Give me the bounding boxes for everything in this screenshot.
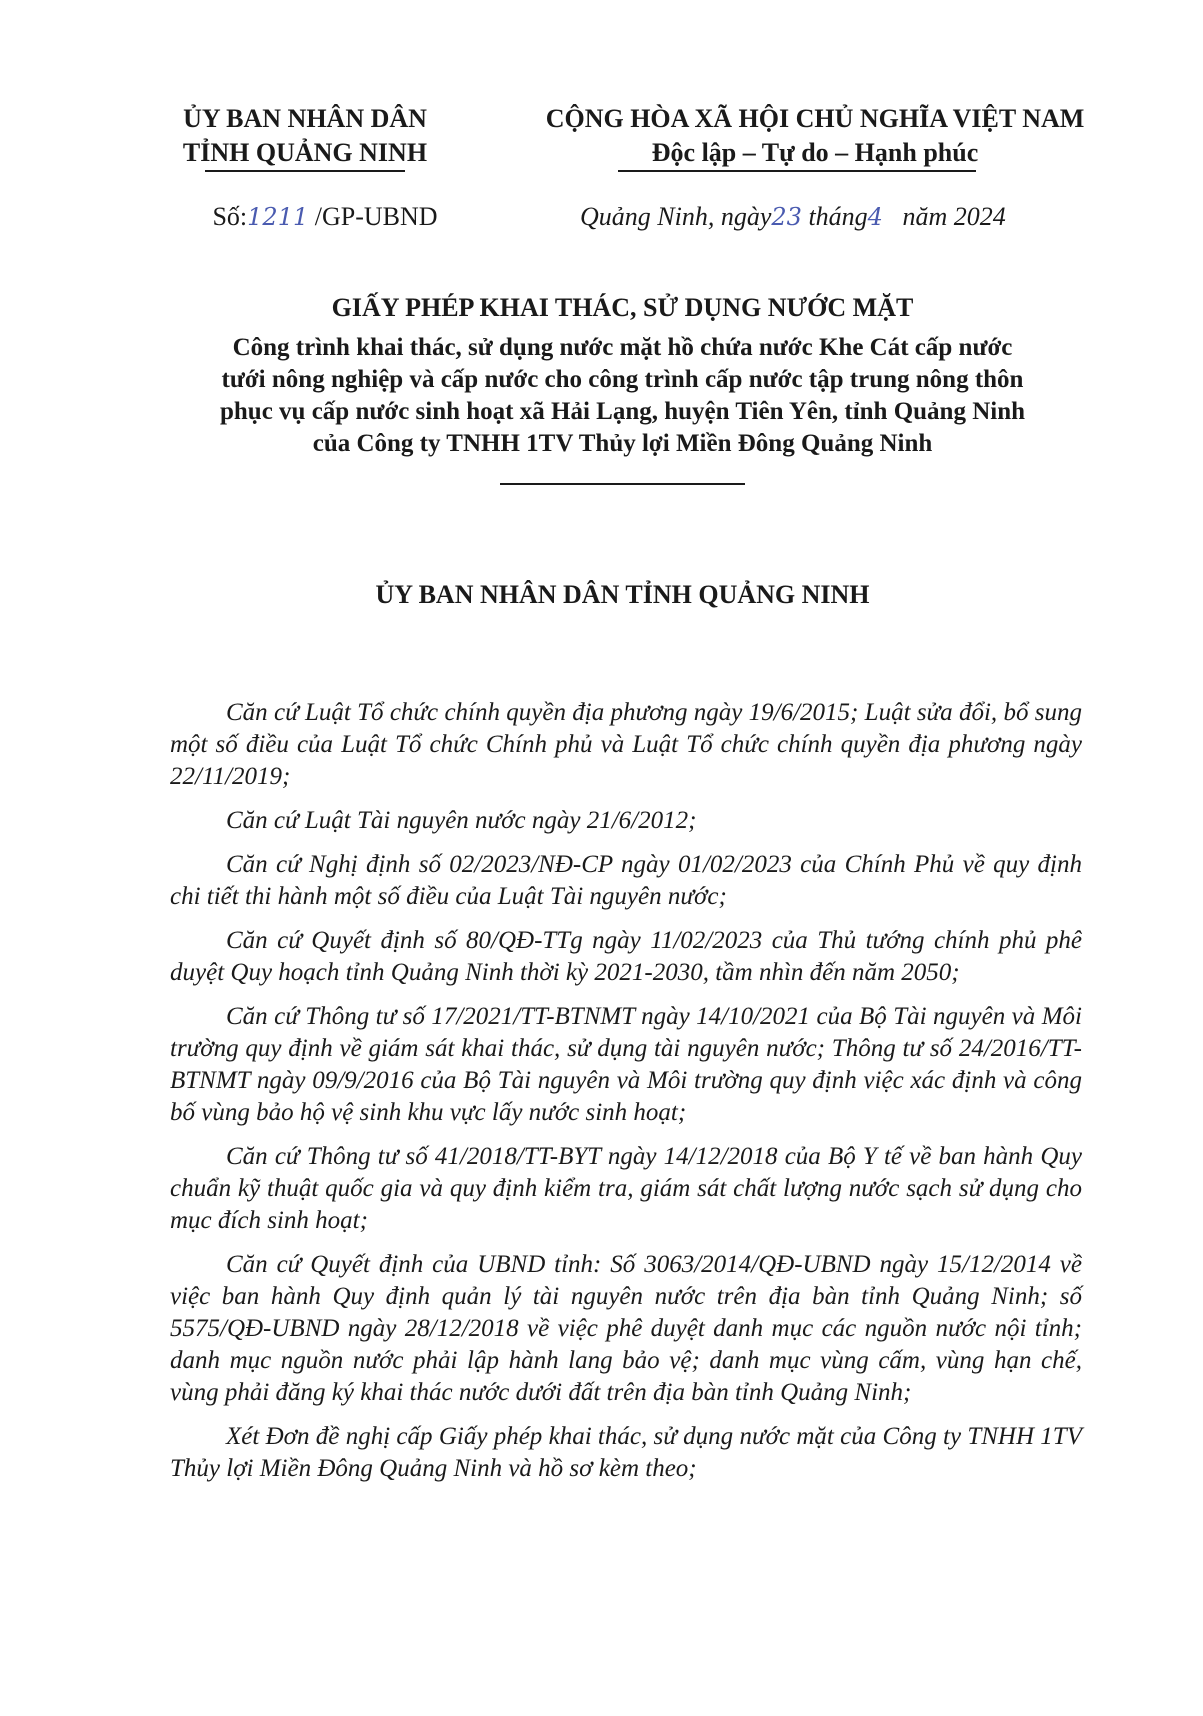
subtitle-line: phục vụ cấp nước sinh hoạt xã Hải Lạng, huyện Tiên Yên, tỉnh Quảng Ninh	[219, 398, 1026, 425]
national-motto	[500, 102, 1130, 170]
authority-underline	[205, 170, 405, 172]
document-number	[175, 202, 475, 232]
issuing-authority-line2: TỈNH QUẢNG NINH	[182, 138, 428, 167]
date-month-handwritten: 4	[867, 203, 883, 231]
number-prefix: Số:	[212, 202, 248, 231]
decision-authority: ỦY BAN NHÂN DÂN TỈNH QUẢNG NINH	[375, 580, 870, 609]
date-day-handwritten: 23	[771, 203, 802, 231]
issuing-authority-line1: ỦY BAN NHÂN DÂN	[183, 104, 427, 133]
motto: Độc lập – Tự do – Hạnh phúc	[651, 138, 979, 167]
country-name: CỘNG HÒA XÃ HỘI CHỦ NGHĨA VIỆT NAM	[545, 104, 1085, 133]
basis-paragraph: Xét Đơn đề nghị cấp Giấy phép khai thác, sử dụng nước mặt của Công ty TNHH 1TV Thủy lợi Miền Đông Quảng Ninh và hồ sơ kèm theo;	[170, 1423, 1082, 1482]
date-month-label: tháng	[808, 202, 868, 231]
basis-paragraph: Căn cứ Quyết định của UBND tỉnh: Số 3063/2014/QĐ-UBND ngày 15/12/2014 về việc ban hành Quy định quản lý tài nguyên nước trên địa bàn tỉnh Quảng Ninh; số 5575/QĐ-UBND ngày 28/12/2018 về việc phê duyệt danh mục các nguồn nước nội tỉnh; danh mục nguồn nước phải lập hành lang bảo vệ; danh mục vùng cấm, vùng hạn chế, vùng phải đăng ký khai thác nước dưới đất trên địa bàn tỉnh Quảng Ninh;	[170, 1251, 1082, 1406]
permit-subtitle	[150, 332, 1095, 460]
basis-paragraph: Căn cứ Quyết định số 80/QĐ-TTg ngày 11/02/2023 của Thủ tướng chính phủ phê duyệt Quy hoạch tỉnh Quảng Ninh thời kỳ 2021-2030, tầm nhìn đến năm 2050;	[170, 927, 1082, 986]
permit-title-block	[150, 290, 1095, 460]
date-year: năm 2024	[902, 202, 1006, 231]
number-suffix: /GP-UBND	[314, 202, 438, 231]
legal-basis	[170, 697, 1082, 1497]
date-place: Quảng Ninh, ngày	[580, 202, 772, 231]
basis-paragraph: Căn cứ Luật Tổ chức chính quyền địa phương ngày 19/6/2015; Luật sửa đổi, bổ sung một số điều của Luật Tổ chức Chính phủ và Luật Tổ chức chính quyền địa phương ngày 22/11/2019;	[170, 699, 1082, 790]
subtitle-line: Công trình khai thác, sử dụng nước mặt hồ chứa nước Khe Cát cấp nước	[232, 334, 1013, 361]
basis-paragraph: Căn cứ Luật Tài nguyên nước ngày 21/6/2012;	[226, 807, 697, 834]
subtitle-line: tưới nông nghiệp và cấp nước cho công trình cấp nước tập trung nông thôn	[221, 366, 1024, 393]
issuing-authority	[155, 102, 455, 170]
permit-title: GIẤY PHÉP KHAI THÁC, SỬ DỤNG NƯỚC MẶT	[331, 293, 914, 322]
basis-paragraph: Căn cứ Nghị định số 02/2023/NĐ-CP ngày 01/02/2023 của Chính Phủ về quy định chi tiết thi hành một số điều của Luật Tài nguyên nước;	[170, 851, 1082, 910]
motto-underline	[618, 170, 976, 172]
number-handwritten: 1211	[247, 203, 309, 231]
title-underline	[500, 483, 745, 485]
basis-paragraph: Căn cứ Thông tư số 41/2018/TT-BYT ngày 14/12/2018 của Bộ Y tế về ban hành Quy chuẩn kỹ thuật quốc gia và quy định kiểm tra, giám sát chất lượng nước sạch sử dụng cho mục đích sinh hoạt;	[170, 1143, 1082, 1234]
subtitle-line: của Công ty TNHH 1TV Thủy lợi Miền Đông Quảng Ninh	[312, 430, 933, 457]
basis-paragraph: Căn cứ Thông tư số 17/2021/TT-BTNMT ngày 14/10/2021 của Bộ Tài nguyên và Môi trường quy định về giám sát khai thác, sử dụng tài nguyên nước; Thông tư số 24/2016/TT- BTNMT ngày 09/9/2016 của Bộ Tài nguyên và Môi trường quy định việc xác định và công bố vùng bảo hộ vệ sinh khu vực lấy nước sinh hoạt;	[170, 1003, 1082, 1126]
document-date	[580, 202, 1080, 232]
